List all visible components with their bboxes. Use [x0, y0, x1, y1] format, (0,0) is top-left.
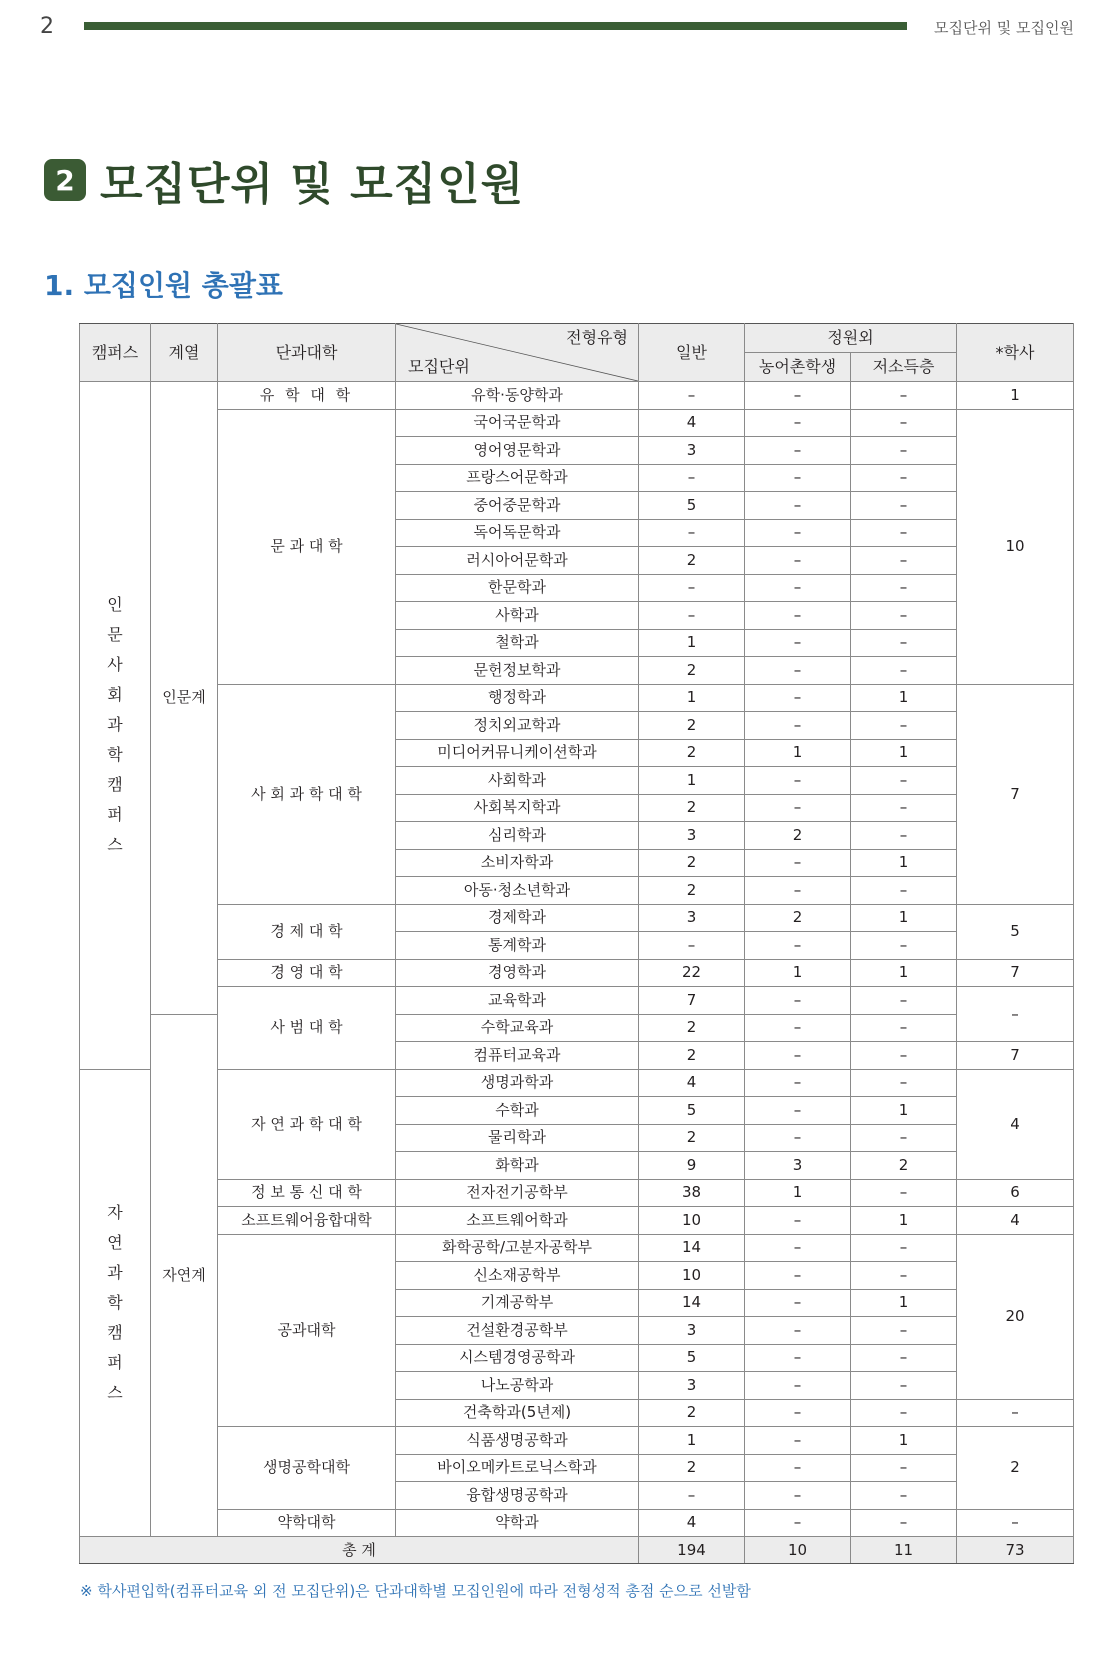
header-unit: 모집단위 [408, 357, 470, 376]
college-cell: 자 연 과 학 대 학 [218, 1069, 396, 1179]
table-row: 소프트웨어융합대학 소프트웨어학과 10 – 1 4 [80, 1207, 1074, 1235]
campus-humanities: 인 문 사 회 과 학 캠 퍼 스 [80, 382, 151, 1070]
subsection-title: 1. 모집인원 총괄표 [44, 269, 283, 302]
transfer-cell: – [957, 987, 1074, 1042]
table-row: 시스템경영공학과 5 – – [80, 1344, 1074, 1372]
header-type: 전형유형 [566, 328, 628, 347]
table-row: 융합생명공학과 – – – [80, 1482, 1074, 1510]
table-row: 아동·청소년학과 2 – – [80, 877, 1074, 905]
header-extra: 정원외 [745, 324, 957, 353]
table-row: 철학과 1 – – [80, 629, 1074, 657]
table-row: 공과대학 화학공학/고분자공학부 14 – – 20 [80, 1234, 1074, 1262]
transfer-cell: 7 [957, 1042, 1074, 1070]
transfer-cell: 1 [957, 382, 1074, 410]
transfer-cell: 7 [957, 959, 1074, 987]
field-science: 자연계 [151, 1014, 218, 1537]
total-rural: 10 [745, 1537, 851, 1564]
table-row: 미디어커뮤니케이션학과 2 1 1 [80, 739, 1074, 767]
transfer-cell: 20 [957, 1234, 1074, 1399]
campus-science: 자 연 과 학 캠 퍼 스 [80, 1069, 151, 1537]
transfer-cell: 4 [957, 1207, 1074, 1235]
table-row: 프랑스어문학과 – – – [80, 464, 1074, 492]
table-row: 정치외교학과 2 – – [80, 712, 1074, 740]
total-transfer: 73 [957, 1537, 1074, 1564]
table-row: 약학대학 약학과 4 – – – [80, 1509, 1074, 1537]
college-cell: 사 범 대 학 [218, 987, 396, 1070]
table-row: 사회복지학과 2 – – [80, 794, 1074, 822]
total-row [80, 1537, 1074, 1564]
table-row: 사 회 과 학 대 학 행정학과 1 – 1 7 [80, 684, 1074, 712]
transfer-cell: 7 [957, 684, 1074, 904]
college-cell: 문 과 대 학 [218, 409, 396, 684]
total-general: 194 [639, 1537, 745, 1564]
header-bar [84, 22, 907, 30]
table-row: 문 과 대 학 국어국문학과 4 – – 10 [80, 409, 1074, 437]
header-rural: 농어촌학생 [745, 353, 851, 382]
section-number-badge: 2 [44, 159, 86, 201]
header-campus: 캠퍼스 [80, 324, 151, 382]
table-row: 생명공학대학 식품생명공학과 1 – 1 2 [80, 1427, 1074, 1455]
table-row: 컴퓨터교육과 2 – – 7 [80, 1042, 1074, 1070]
college-cell: 공과대학 [218, 1234, 396, 1427]
table-row: 사회학과 1 – – [80, 767, 1074, 795]
college-cell: 유 학 대 학 [218, 382, 396, 410]
total-label: 총 계 [80, 1537, 639, 1564]
table-row: 러시아어문학과 2 – – [80, 547, 1074, 575]
table-row: 한문학과 – – – [80, 574, 1074, 602]
table-row: 소비자학과 2 – 1 [80, 849, 1074, 877]
table-row: 나노공학과 3 – – [80, 1372, 1074, 1400]
table-row: 중어중문학과 5 – – [80, 492, 1074, 520]
college-cell: 경 영 대 학 [218, 959, 396, 987]
table-row: 사 범 대 학 교육학과 7 – – – [80, 987, 1074, 1015]
table-row: 경 제 대 학 경제학과 3 2 1 5 [80, 904, 1074, 932]
transfer-cell: 6 [957, 1179, 1074, 1207]
transfer-cell: 2 [957, 1427, 1074, 1510]
footnote: ※ 학사편입학(컴퓨터교육 외 전 모집단위)은 단과대학별 모집인원에 따라 전형성적 총점 순으로 선발함 [80, 1582, 751, 1600]
college-cell: 경 제 대 학 [218, 904, 396, 959]
table-row: 인 문 사 회 과 학 캠 퍼 스 인문계 유 학 대 학 유학·동양학과 – – – 1 [80, 382, 1074, 410]
header-field: 계열 [151, 324, 218, 382]
college-cell: 사 회 과 학 대 학 [218, 684, 396, 904]
table-row: 심리학과 3 2 – [80, 822, 1074, 850]
table-row: 수학과 5 – 1 [80, 1097, 1074, 1125]
table-row: 문헌정보학과 2 – – [80, 657, 1074, 685]
transfer-cell: – [957, 1509, 1074, 1537]
section-heading [44, 148, 524, 212]
field-humanities: 인문계 [151, 382, 218, 1015]
transfer-cell: 5 [957, 904, 1074, 959]
page-number: 2 [40, 14, 54, 39]
table-row: 정 보 통 신 대 학 전자전기공학부 38 1 – 6 [80, 1179, 1074, 1207]
table-row: 사학과 – – – [80, 602, 1074, 630]
transfer-cell: 4 [957, 1069, 1074, 1179]
transfer-cell: – [957, 1399, 1074, 1427]
table-row: 자 연 과 학 캠 퍼 스 자 연 과 학 대 학 생명과학과 4 – – 4 [80, 1069, 1074, 1097]
table-row: 독어독문학과 – – – [80, 519, 1074, 547]
header-college: 단과대학 [218, 324, 396, 382]
header-transfer: *학사 [957, 324, 1074, 382]
table-row: 자연계 수학교육과 2 – – [80, 1014, 1074, 1042]
table-row: 물리학과 2 – – [80, 1124, 1074, 1152]
table-row: 기계공학부 14 – 1 [80, 1289, 1074, 1317]
quota-table [79, 323, 1074, 1564]
header-diagonal-cell [396, 324, 639, 382]
header-general: 일반 [639, 324, 745, 382]
table-row: 통계학과 – – – [80, 932, 1074, 960]
table-row: 신소재공학부 10 – – [80, 1262, 1074, 1290]
header-lowincome: 저소득층 [851, 353, 957, 382]
total-lowincome: 11 [851, 1537, 957, 1564]
table-row: 바이오메카트로닉스학과 2 – – [80, 1454, 1074, 1482]
transfer-cell: 10 [957, 409, 1074, 684]
college-cell: 소프트웨어융합대학 [218, 1207, 396, 1235]
college-cell: 약학대학 [218, 1509, 396, 1537]
table-row: 건설환경공학부 3 – – [80, 1317, 1074, 1345]
table-row: 영어영문학과 3 – – [80, 437, 1074, 465]
table-row: 경 영 대 학 경영학과 22 1 1 7 [80, 959, 1074, 987]
section-title: 모집단위 및 모집인원 [100, 159, 525, 210]
college-cell: 생명공학대학 [218, 1427, 396, 1510]
running-title: 모집단위 및 모집인원 [934, 19, 1074, 37]
college-cell: 정 보 통 신 대 학 [218, 1179, 396, 1207]
unit-cell: 유학·동양학과 [396, 382, 639, 410]
table-row: 건축학과(5년제) 2 – – – [80, 1399, 1074, 1427]
table-row: 화학과 9 3 2 [80, 1152, 1074, 1180]
